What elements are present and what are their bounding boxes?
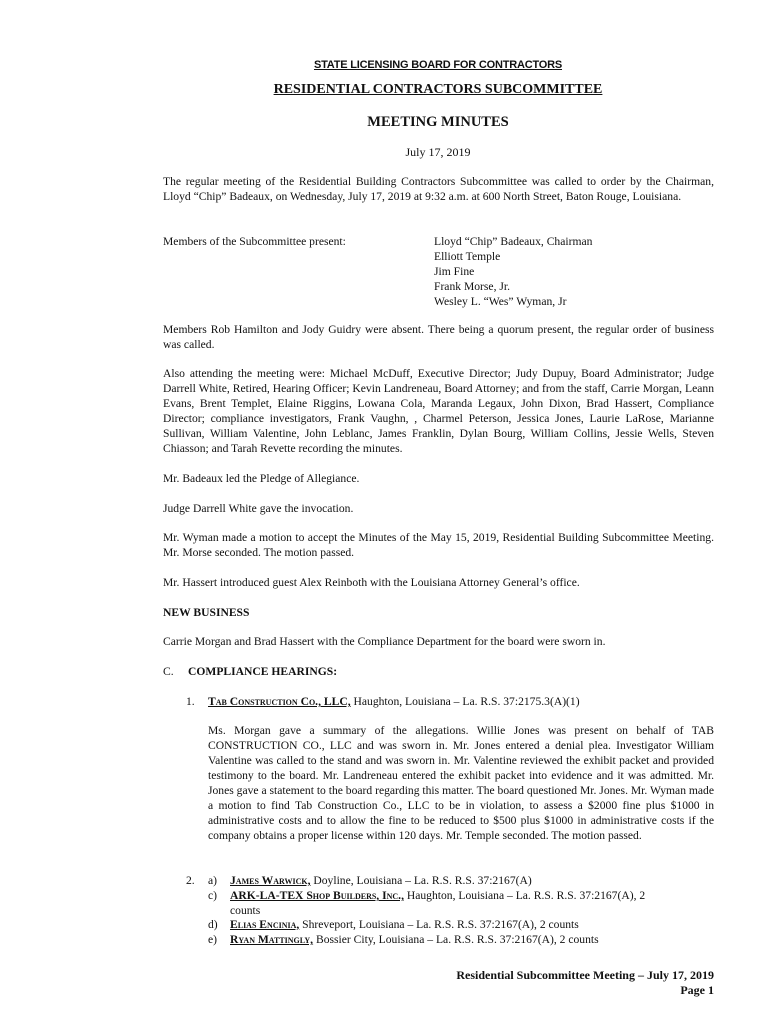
minutes-motion-paragraph: Mr. Wyman made a motion to accept the Minutes of the May 15, 2019, Residential Building Subcommittee Meeting. Mr. Morse seconded. The motion passed. (163, 531, 714, 559)
case-line (230, 888, 645, 903)
case-line (230, 917, 579, 932)
case-line (230, 932, 599, 947)
case-name: Elias Encinia, (230, 918, 300, 931)
sub-letter: c) (208, 889, 218, 902)
subcommittee-title: RESIDENTIAL CONTRACTORS SUBCOMMITTEE (273, 82, 603, 97)
case-location: Doyline, Louisiana – La. R.S. R.S. 37:2167(A) (310, 874, 532, 887)
case-name: James Warwick, (230, 874, 311, 887)
intro-paragraph: The regular meeting of the Residential Building Contractors Subcommittee was called to order by the Chairman, Lloyd “Chip” Badeaux, on Wednesday, July 17, 2019 at 9:32 a.m. at 600 North Street, Baton Rouge, Louisiana. (163, 175, 714, 203)
meeting-date: July 17, 2019 (405, 145, 471, 159)
members-list (434, 234, 592, 309)
case-line (230, 873, 532, 888)
sworn-paragraph: Carrie Morgan and Brad Hassert with the Compliance Department for the board were sworn in. (163, 635, 606, 648)
footer-title: Residential Subcommittee Meeting – July 17, 2019 (456, 968, 714, 982)
member-item: Wesley L. “Wes” Wyman, Jr (434, 295, 567, 308)
case-location: Haughton, Louisiana – La. R.S. 37:2175.3(A)(1) (350, 695, 580, 708)
guest-paragraph: Mr. Hassert introduced guest Alex Reinboth with the Louisiana Attorney General’s office. (163, 576, 580, 589)
board-name: STATE LICENSING BOARD FOR CONTRACTORS (313, 59, 563, 71)
absent-paragraph: Members Rob Hamilton and Jody Guidry were absent. There being a quorum present, the regular order of business was called. (163, 323, 714, 351)
member-item: Frank Morse, Jr. (434, 280, 510, 293)
pledge-paragraph: Mr. Badeaux led the Pledge of Allegiance. (163, 472, 360, 485)
compliance-heading: COMPLIANCE HEARINGS: (188, 665, 338, 678)
case-line (208, 694, 580, 709)
case-location: Bossier City, Louisiana – La. R.S. R.S. 37:2167(A), 2 counts (313, 933, 599, 946)
members-label: Members of the Subcommittee present: (163, 235, 346, 248)
item-number: 1. (186, 695, 195, 708)
new-business-heading: NEW BUSINESS (163, 606, 250, 619)
page-footer (456, 968, 714, 998)
sub-letter: e) (208, 933, 218, 946)
case-name: Ryan Mattingly, (230, 933, 314, 946)
item-number: 2. (186, 874, 195, 887)
invocation-paragraph: Judge Darrell White gave the invocation. (163, 502, 354, 515)
member-item: Jim Fine (434, 265, 475, 278)
page-number: Page 1 (680, 983, 714, 997)
case-location: Shreveport, Louisiana – La. R.S. R.S. 37:2167(A), 2 counts (299, 918, 579, 931)
sub-letter: d) (208, 918, 218, 931)
case-location: Haughton, Louisiana – La. R.S. R.S. 37:2167(A), 2 (403, 889, 646, 902)
case-name: ARK-LA-TEX Shop Builders, Inc., (230, 889, 404, 902)
sub-letter: a) (208, 874, 218, 887)
compliance-letter: C. (163, 665, 174, 678)
case-continuation: counts (230, 904, 261, 917)
attending-paragraph: Also attending the meeting were: Michael McDuff, Executive Director; Judy Dupuy, Board Administrator; Judge Darrell White, Retired, Hearing Officer; Kevin Landreneau, Board Attorney; and from the staff, Carrie Morgan, Leann Evans, Brent Templet, Elaine Riggins, Lowana Cola, Maranda Legaux, John Dixon, Brad Hassert, Compliance Director; compliance investigators, Frank Vaughn, , Charmel Peterson, Jessica Jones, Laurie LaRose, Marianne Sullivan, William Valentine, John Leblanc, James Franklin, Dylan Bourg, William Collins, Jessie Wells, Steven Chiasson; and Tarah Revette recording the minutes. (163, 367, 714, 455)
member-item: Lloyd “Chip” Badeaux, Chairman (434, 235, 593, 248)
document-title: MEETING MINUTES (367, 114, 509, 130)
case-name: Tab Construction Co., LLC, (208, 695, 351, 708)
case-summary: Ms. Morgan gave a summary of the allegations. Willie Jones was present on behalf of TAB CONSTRUCTION CO., LLC and was sworn in. Mr. Jones entered a denial plea. Investigator William Valentine was called to the stand and was sworn in. Mr. Valentine reviewed the exhibit packet and provided testimony to the board. Mr. Landreneau entered the exhibit packet into evidence and it was admitted. Mr. Jones gave a statement to the board regarding this matter. The board questioned Mr. Jones. Mr. Wyman made a motion to find Tab Construction Co., LLC to be in violation, to assess a $2000 fine plus $1000 in administrative costs and to allow the fine to be reduced to $500 plus $1000 in administrative costs if the company obtains a proper license within 120 days. Mr. Temple seconded. The motion passed. (208, 724, 714, 842)
member-item: Elliott Temple (434, 250, 501, 263)
